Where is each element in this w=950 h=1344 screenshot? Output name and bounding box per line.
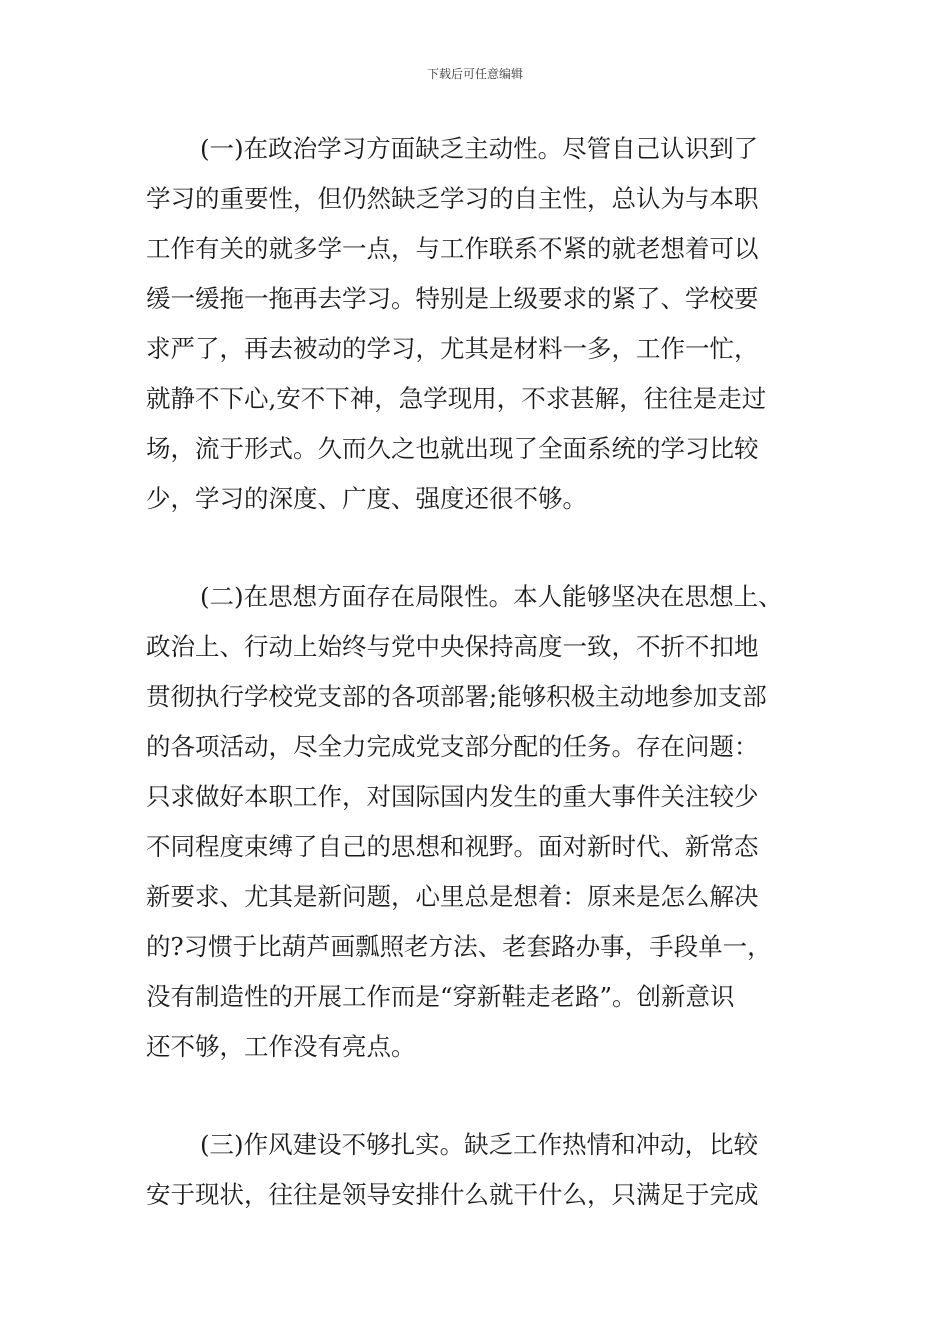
paragraph-line: 的?习惯于比葫芦画瓢照老方法、老套路办事，手段单一， xyxy=(146,932,772,961)
paragraph-line: (一)在政治学习方面缺乏主动性。尽管自己认识到了 xyxy=(200,134,759,163)
paragraph-line: 缓一缓拖一拖再去学习。特别是上级要求的紧了、学校要 xyxy=(146,284,759,313)
paragraph-line: 贯彻执行学校党支部的各项部署;能够积极主动地参加支部 xyxy=(146,682,767,711)
header-note: 下载后可任意编辑 xyxy=(426,67,523,81)
paragraph-line: 求严了，再去被动的学习，尤其是材料一多，工作一忙， xyxy=(146,334,759,363)
paragraph-line: 学习的重要性，但仍然缺乏学习的自主性，总认为与本职 xyxy=(146,184,759,213)
paragraph-line: 新要求、尤其是新问题，心里总是想着：原来是怎么解决 xyxy=(146,882,759,911)
paragraph-line: 只求做好本职工作，对国际国内发生的重大事件关注较少 xyxy=(146,782,759,811)
paragraph-line: (二)在思想方面存在局限性。本人能够坚决在思想上、 xyxy=(200,582,783,611)
paragraph-line: 工作有关的就多学一点，与工作联系不紧的就老想着可以 xyxy=(146,234,759,263)
paragraph-line: 安于现状，往往是领导安排什么就干什么，只满足于完成 xyxy=(146,1180,759,1209)
paragraph-line: 场，流于形式。久而久之也就出现了全面系统的学习比较 xyxy=(146,434,759,463)
paragraph-line: 少，学习的深度、广度、强度还很不够。 xyxy=(146,484,587,513)
paragraph-line: 政治上、行动上始终与党中央保持高度一致，不折不扣地 xyxy=(146,632,759,661)
paragraph-line: 不同程度束缚了自己的思想和视野。面对新时代、新常态 xyxy=(146,832,759,861)
paragraph-line: 没有制造性的开展工作而是“穿新鞋走老路”。创新意识 xyxy=(146,982,735,1011)
paragraph-line: (三)作风建设不够扎实。缺乏工作热情和冲动，比较 xyxy=(200,1130,759,1159)
paragraph-line: 还不够，工作没有亮点。 xyxy=(146,1032,416,1061)
paragraph-line: 就静不下心,安不下神，急学现用，不求甚解，往往是走过 xyxy=(146,384,767,413)
paragraph-line: 的各项活动，尽全力完成党支部分配的任务。存在问题： xyxy=(146,732,759,761)
